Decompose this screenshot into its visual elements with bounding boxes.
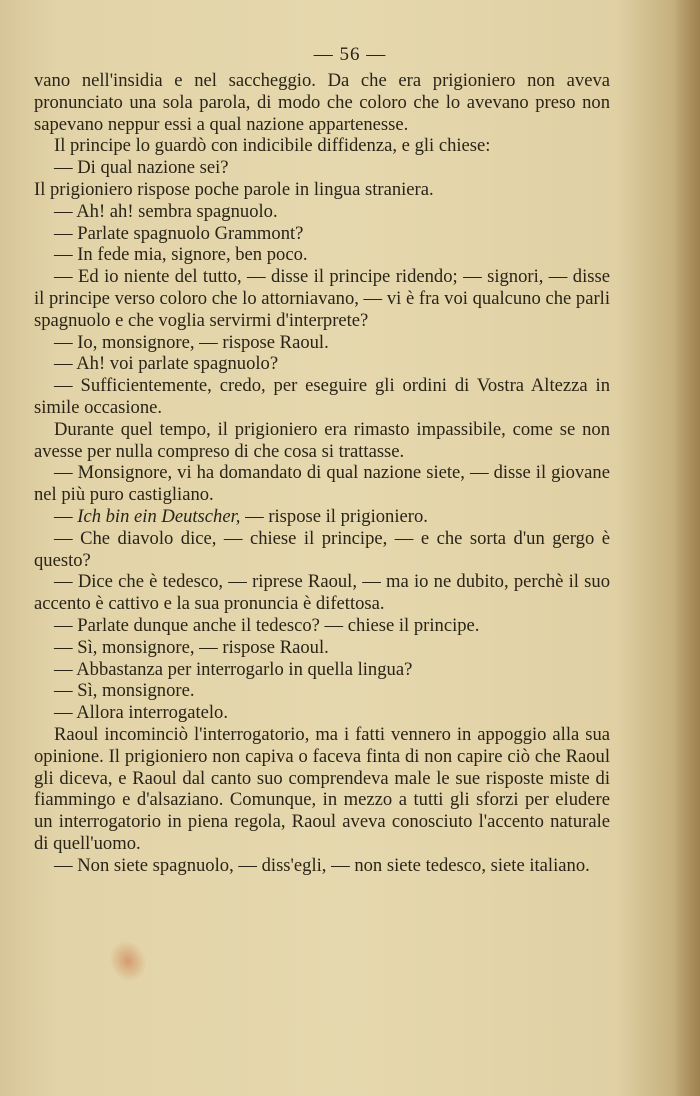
- dialogue-line: — Di qual nazione sei?: [54, 157, 229, 179]
- dash: —: [54, 505, 78, 527]
- dialogue-line: — Io, monsignore, — rispose Raoul.: [54, 331, 329, 353]
- dialogue-line: — Non siete spagnuolo, — diss'egli, — non siete tedesco, siete italiano.: [54, 854, 590, 876]
- dialogue-line: — Abbastanza per interrogarlo in quella lingua?: [54, 658, 413, 680]
- page-number: — 56 —: [313, 44, 387, 65]
- dialogue-tail: — rispose il prigioniero.: [240, 505, 428, 527]
- paragraph: Il principe lo guardò con indicibile diffidenza, e gli chiese:: [54, 135, 491, 157]
- paragraph: Durante quel tempo, il prigioniero era rimasto impassibile, come se non avesse per nulla compreso di che cosa si trattasse.: [34, 418, 610, 462]
- page-text: [34, 70, 610, 876]
- dialogue-line: — Ed io niente del tutto, — disse il principe ridendo; — signori, — disse il principe verso coloro che lo attorniavano, — vi è fra voi qualcuno che parli spagnuolo e che voglia servirmi d'interprete?: [34, 266, 610, 331]
- dialogue-line: — Ah! ah! sembra spagnuolo.: [54, 200, 278, 222]
- german-quote: Ich bin ein Deutscher,: [77, 505, 241, 527]
- dialogue-line: — Sì, monsignore, — rispose Raoul.: [54, 636, 329, 658]
- paragraph: vano nell'insidia e nel saccheggio. Da che era prigioniero non aveva pronunciato una sola parola, di modo che coloro che lo avevano preso non sapevano neppur essi a qual nazione appartenesse.: [34, 70, 610, 135]
- page-edge-shadow: [674, 0, 700, 1096]
- paper-stain: [103, 934, 153, 987]
- dialogue-line: — Che diavolo dice, — chiese il principe, — e che sorta d'un gergo è questo?: [34, 527, 610, 571]
- paragraph: Il prigioniero rispose poche parole in lingua straniera.: [34, 178, 434, 200]
- dialogue-line: — Dice che è tedesco, — riprese Raoul, — ma io ne dubito, perchè il suo accento è cattivo e la sua pronuncia è difettosa.: [34, 571, 610, 615]
- dialogue-line: — In fede mia, signore, ben poco.: [54, 244, 308, 266]
- dialogue-line: — Allora interrogatelo.: [54, 702, 229, 724]
- dialogue-line: — Ah! voi parlate spagnuolo?: [54, 353, 279, 375]
- dialogue-line: — Parlate dunque anche il tedesco? — chiese il principe.: [54, 614, 480, 636]
- paragraph: Raoul incominciò l'interrogatorio, ma i fatti vennero in appoggio alla sua opinione. Il prigioniero non capiva o faceva finta di non capire ciò che Raoul gli diceva, e Raoul dal canto suo comprendeva male le sue risposte miste di fiammingo e d'alsaziano. Comunque, in mezzo a tutti gli sforzi per eludere un interrogatorio in piena regola, Raoul aveva conosciuto l'accento naturale di quell'uomo.: [34, 723, 610, 854]
- dialogue-line: — Sufficientemente, credo, per eseguire gli ordini di Vostra Altezza in simile occasione.: [34, 375, 610, 418]
- dialogue-line: [34, 506, 610, 528]
- dialogue-line: — Sì, monsignore.: [54, 680, 195, 702]
- dialogue-line: — Monsignore, vi ha domandato di qual nazione siete, — disse il giovane nel più puro castigliano.: [34, 462, 610, 506]
- dialogue-line: — Parlate spagnuolo Grammont?: [54, 222, 304, 244]
